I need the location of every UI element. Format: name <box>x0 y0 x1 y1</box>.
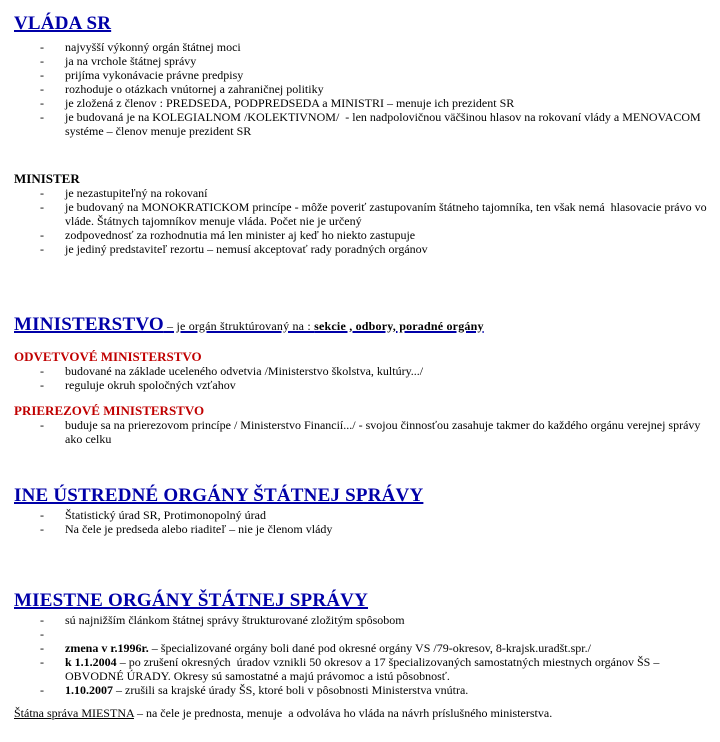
minister-bullet-list <box>14 186 716 256</box>
section-title-ministerstvo <box>14 313 716 338</box>
bullet-text: budované na základe uceleného odvetvia /Ministerstvo školstva, kultúry.../ <box>65 364 424 378</box>
list-item <box>14 54 716 68</box>
list-item <box>14 683 716 697</box>
bullet-rest: – po zrušení okresných úradov vznikli 50 okresov a 17 špecializovaných samostatných miestnych orgánov ŠS – OBVODNÉ ÚRADY. Okresy sú samostatné a majú právomoc a istú pôsobnosť. <box>65 655 663 683</box>
bullet-dash <box>40 627 65 641</box>
bullet-dash <box>40 82 65 96</box>
section-title-minister: MINISTER <box>14 171 80 186</box>
list-item-empty <box>14 627 716 641</box>
list-item <box>14 418 716 446</box>
bullet-dash <box>40 641 65 655</box>
list-item <box>14 228 716 242</box>
section-title-miestne: MIESTNE ORGÁNY ŠTÁTNEJ SPRÁVY <box>14 590 369 611</box>
ministerstvo-title-text: MINISTERSTVO <box>14 314 164 335</box>
bullet-text <box>65 655 716 683</box>
list-item <box>14 242 716 256</box>
section-title-odvetvove: ODVETVOVÉ MINISTERSTVO <box>14 349 202 364</box>
footer-underlined-text: Štátna správa MIESTNA <box>14 706 134 720</box>
bullet-dash <box>40 110 65 138</box>
bullet-dash <box>40 418 65 446</box>
ministerstvo-subtitle-bold: sekcie , odbory, poradné orgány <box>314 319 484 333</box>
bullet-text <box>65 683 716 697</box>
bullet-dash <box>40 242 65 256</box>
bullet-text: je jediný predstaviteľ rezortu – nemusí akceptovať rady poradných orgánov <box>65 242 428 256</box>
list-item <box>14 96 716 110</box>
vlada-bullet-list <box>14 40 716 138</box>
list-item <box>14 40 716 54</box>
bullet-dash <box>40 613 65 627</box>
bullet-date-bold: 1.10.2007 <box>65 683 113 697</box>
bullet-text: buduje sa na prierezovom princípe / Ministerstvo Financií.../ - svojou činnosťou zasahuje takmer do každého orgánu verejnej správy ako celku <box>65 418 704 446</box>
list-item <box>14 655 716 683</box>
bullet-text <box>65 627 716 641</box>
bullet-text: prijíma vykonávacie právne predpisy <box>65 68 244 82</box>
bullet-text: zodpovednosť za rozhodnutia má len minister aj keď ho niekto zastupuje <box>65 228 416 242</box>
list-item <box>14 378 716 392</box>
bullet-text: je budovaná je na KOLEGIALNOM /KOLEKTIVNOM/ - len nadpolovičnou väčšinou hlasov na rokovaní vlády a MENOVACOM systéme – členov menuje prezident SR <box>65 110 704 138</box>
bullet-dash <box>40 378 65 392</box>
bullet-dash <box>40 54 65 68</box>
bullet-dash <box>40 655 65 683</box>
bullet-dash <box>40 522 65 536</box>
document-page <box>0 12 720 720</box>
bullet-text: rozhoduje o otázkach vnútornej a zahraničnej politiky <box>65 82 324 96</box>
list-item <box>14 110 716 138</box>
list-item <box>14 508 716 522</box>
bullet-text: ja na vrchole štátnej správy <box>65 54 197 68</box>
bullet-dash <box>40 186 65 200</box>
miestne-bullet-list <box>14 613 716 697</box>
bullet-dash <box>40 228 65 242</box>
bullet-date-bold: k 1.1.2004 <box>65 655 117 669</box>
list-item <box>14 522 716 536</box>
list-item <box>14 200 716 228</box>
bullet-dash <box>40 508 65 522</box>
bullet-text: Štatistický úrad SR, Protimonopolný úrad <box>65 508 266 522</box>
bullet-dash <box>40 96 65 110</box>
bullet-dash <box>40 40 65 54</box>
list-item <box>14 68 716 82</box>
bullet-text: reguluje okruh spoločných vzťahov <box>65 378 236 392</box>
list-item <box>14 641 716 655</box>
prierezove-bullet-list <box>14 418 716 446</box>
bullet-text: najvyšší výkonný orgán štátnej moci <box>65 40 241 54</box>
footer-note <box>14 706 716 720</box>
list-item <box>14 364 716 378</box>
list-item <box>14 186 716 200</box>
ine-bullet-list <box>14 508 716 536</box>
footer-rest-text: – na čele je prednosta, menuje a odvoláva ho vláda na návrh príslušného ministerstva. <box>133 706 553 720</box>
bullet-date-bold: zmena v r.1996r. <box>65 641 149 655</box>
bullet-text: Na čele je predseda alebo riaditeľ – nie je členom vlády <box>65 522 333 536</box>
bullet-dash <box>40 364 65 378</box>
list-item <box>14 82 716 96</box>
list-item <box>14 613 716 627</box>
section-title-vlada-sr: VLÁDA SR <box>14 13 112 34</box>
ministerstvo-subtitle: – je orgán štruktúrovaný na : <box>163 319 315 333</box>
bullet-dash <box>40 200 65 228</box>
bullet-text: sú najnižším článkom štátnej správy štrukturované zložitým spôsobom <box>65 613 405 627</box>
bullet-text: je budovaný na MONOKRATICKOM princípe - môže poveriť zastupovaním štátneho tajomníka, ten však nemá hlasovacie právo vo vláde. Štátnych tajomníkov menuje vláda. Počet nie je určený <box>65 200 710 228</box>
bullet-dash <box>40 683 65 697</box>
section-title-prierezove: PRIEREZOVÉ MINISTERSTVO <box>14 403 205 418</box>
bullet-rest: – špecializované orgány boli dané pod okresné orgány VS /79-okresov, 8-krajsk.uradšt.spr./ <box>148 641 591 655</box>
bullet-dash <box>40 68 65 82</box>
odvetvove-bullet-list <box>14 364 716 392</box>
bullet-text <box>65 641 716 655</box>
section-title-ine-ustredne: INE ÚSTREDNÉ ORGÁNY ŠTÁTNEJ SPRÁVY <box>14 485 424 506</box>
bullet-text: je zložená z členov : PREDSEDA, PODPREDSEDA a MINISTRI – menuje ich prezident SR <box>65 96 515 110</box>
bullet-rest: – zrušili sa krajské úrady ŠS, ktoré boli v pôsobnosti Ministerstva vnútra. <box>113 683 469 697</box>
bullet-text: je nezastupiteľný na rokovaní <box>65 186 208 200</box>
